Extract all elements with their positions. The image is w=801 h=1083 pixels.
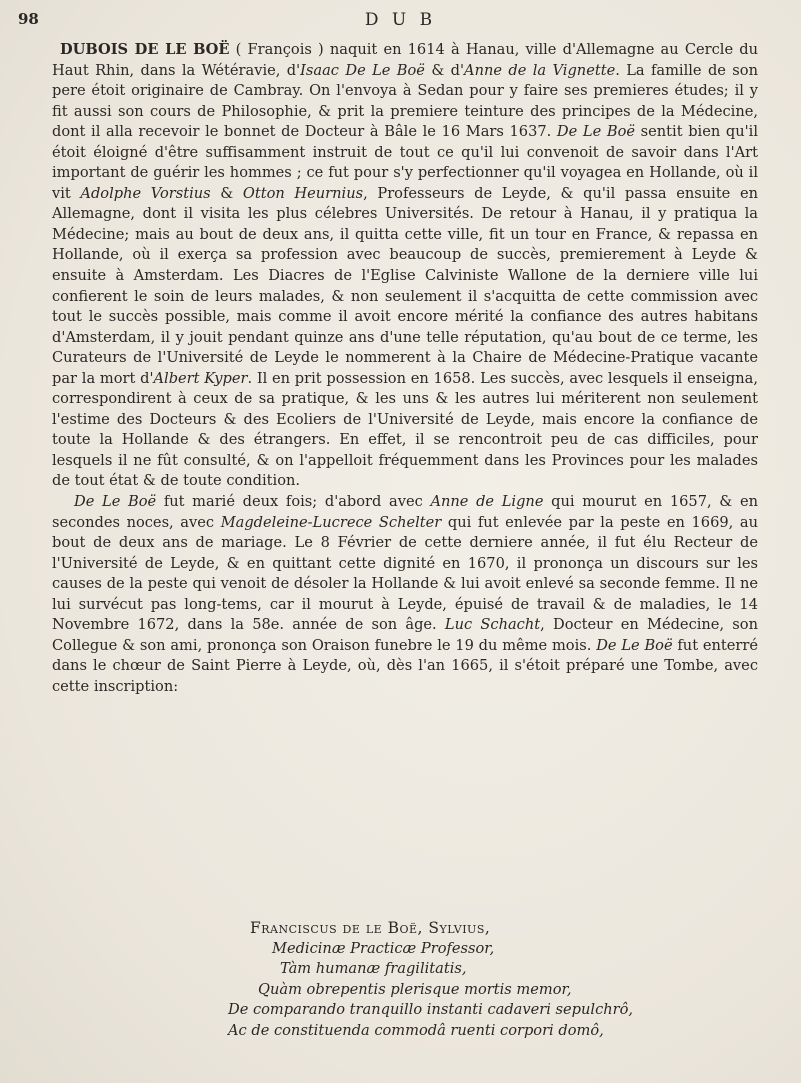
text-run: qui fut enlevée par la peste en 1669, au bout de deux ans de mariage. Le 8 Février de cette derniere année, il fut élu Recteur de l'Université de Leyde, & en quittant cette dignité en 1670, il prononça un discours sur les causes de la peste qui venoit de désoler la Hollande & lui avoit enlevé sa seconde femme. Il ne lui survécut pas long-tems, car il mourut à Leyde, épuisé de travail & de maladies, le 14 Novembre 1672, dans la 58e. année de son âge.	[52, 513, 758, 634]
page-header	[0, 6, 801, 36]
epitaph-line: Tàm humanæ fragilitatis,	[280, 960, 467, 977]
article-text	[52, 40, 758, 698]
text-run: . La famille de son pere étoit originaire de Cambray. On l'envoya à Sedan pour y faire ses premieres études; il y fit aussi son cours de Philosophie, & prit la premiere teinture des principes de la Médecine, dont il alla recevoir le bonnet de Docteur à Bâle le 16 Mars 1637.	[52, 61, 758, 141]
entry-headword: DUBOIS DE LE BOË	[60, 41, 230, 58]
paragraph-biography	[52, 40, 758, 492]
text-run: ( François ) naquit en 1614 à Hanau, ville d'Allemagne au Cercle du Haut Rhin, dans la Wétéravie, d'	[52, 41, 758, 79]
italic-name: Anne de la Vignette	[464, 61, 616, 79]
italic-name: Adolphe Vorstius	[80, 184, 211, 202]
running-head: D U B	[364, 10, 437, 30]
italic-name: Anne de Ligne	[430, 493, 544, 511]
text-run: , Professeurs de Leyde, & qu'il passa ensuite en Allemagne, dont il visita les plus célebres Universités. De retour à Hanau, il y pratiqua la Médecine; mais au bout de deux ans, il quitta cette ville, fit un tour en France, & repassa en Hollande, où il exerça sa profession avec beaucoup de succès, premierement à Leyde & ensuite à Amsterdam. Les Diacres de l'Eglise Calviniste Wallone de la derniere ville lui confierent le soin de leurs malades, & non seulement il s'acquitta de cette commission avec tout le succès possible, mais comme il avoit encore mérité la confiance des autres habitans d'Amsterdam, il y jouit pendant quinze ans d'une telle réputation, qu'au bout de ce terme, les Curateurs de l'Université de Leyde le nommerent à la Chaire de Médecine-Pratique vacante par la mort d'	[52, 184, 758, 387]
italic-name: Luc Schacht	[444, 616, 541, 634]
italic-name: Otton Heurnius	[242, 184, 364, 202]
epitaph-line: Quàm obrepentis plerisque mortis memor,	[258, 980, 572, 998]
text-run: &	[210, 184, 243, 202]
text-run: , Docteur en Médecine, son Collegue & son ami, prononça son Oraison funebre le 19 du même mois.	[52, 616, 758, 654]
paragraph-marriage	[52, 492, 758, 697]
italic-name: De Le Boë	[556, 123, 636, 141]
text-run: . Il en prit possession en 1658. Les succès, avec lesquels il enseigna, correspondirent à ceux de sa pratique, & les uns & les autres lui mériterent non seulement l'estime des Docteurs & des Ecoliers de l'Université de Leyde, mais encore la confiance de toute la Hollande & des étrangers. En effet, il se rencontroit peu de cas difficiles, pour lesquels il ne fût consulté, & on l'appelloit fréquemment dans les Provinces pour les malades de tout état & de toute condition.	[52, 369, 758, 490]
epitaph-line: Ac de constituenda commodâ ruenti corpori domô,	[228, 1021, 604, 1039]
epitaph-inscription	[228, 918, 770, 1041]
epitaph-line: Medicinæ Practicæ Professor,	[272, 939, 495, 957]
text-run: qui mourut en 1657, & en secondes noces, avec	[52, 493, 758, 531]
text-run: & d'	[424, 61, 465, 79]
italic-name: Isaac De Le Boë	[300, 61, 425, 79]
epitaph-line: Franciscus de le Boë, Sylvius,	[250, 919, 491, 937]
text-run: fut enterré dans le chœur de Saint Pierre à Leyde, où, dès l'an 1665, il s'étoit préparé une Tombe, avec cette inscription:	[52, 636, 758, 695]
page-number: 98	[18, 10, 39, 28]
epitaph-line: De comparando tranquillo instanti cadaveri sepulchrô,	[228, 1001, 634, 1018]
italic-name: De Le Boë	[596, 636, 673, 654]
italic-name: Magdeleine-Lucrece Schelter	[220, 513, 442, 531]
text-run: sentit bien qu'il étoit éloigné d'être suffisamment instruit de tout ce qu'il lui convenoit de savoir dans l'Art important de guérir les hommes ; ce fut pour s'y perfectionner qu'il voyagea en Hollande, où il vit	[52, 123, 758, 202]
italic-name: De Le Boë	[74, 493, 157, 511]
italic-name: Albert Kyper	[153, 369, 248, 387]
text-run: fut marié deux fois; d'abord avec	[156, 493, 431, 511]
